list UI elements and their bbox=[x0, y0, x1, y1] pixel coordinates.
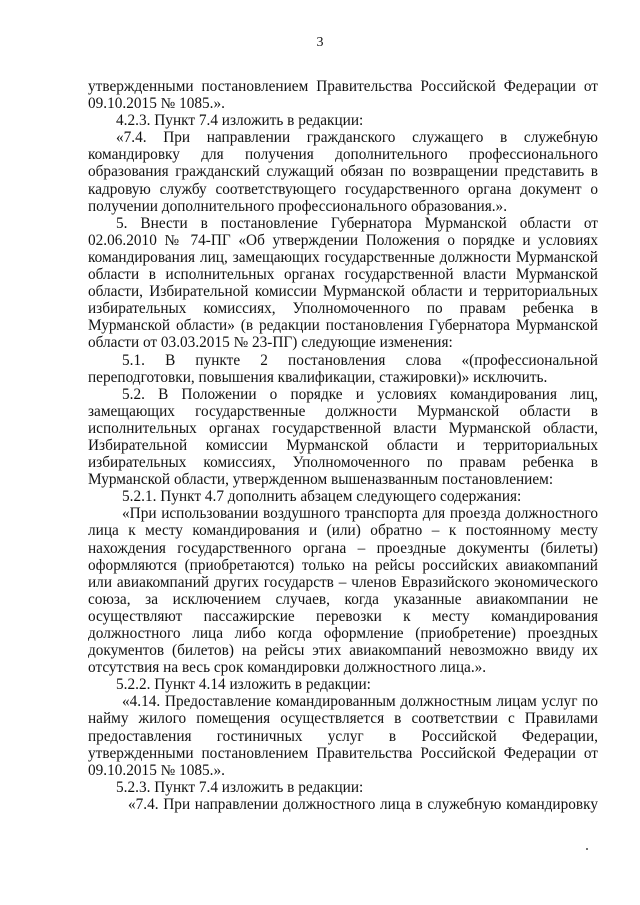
text-line: нахождения государственного органа – проездные документы (билеты) bbox=[88, 539, 598, 557]
text-line: 5.2.2. Пункт 4.14 изложить в редакции: bbox=[116, 676, 371, 694]
text-line: избирательных комиссиях, Уполномоченного по правам ребенка в bbox=[88, 454, 598, 472]
text-line: 09.10.2015 № 1085.». bbox=[88, 95, 225, 113]
text-line: утвержденными постановлением Правительства Российской Федерации от bbox=[88, 744, 598, 762]
text-line: осуществляют пассажирские перевозки к месту командирования bbox=[88, 607, 598, 625]
text-line: предоставления гостиничных услуг в Российской Федерации, bbox=[88, 727, 598, 745]
text-line: «7.4. При направлении гражданского служащего в служебную bbox=[116, 129, 598, 147]
text-line: избирательных комиссиях, Уполномоченного по правам ребенка в bbox=[88, 300, 598, 318]
scan-speck bbox=[586, 848, 588, 850]
text-line: области в исполнительных органах государственной власти Мурманской bbox=[88, 266, 598, 284]
text-line: лица к месту командирования и (или) обратно – к постоянному месту bbox=[88, 522, 598, 540]
text-line: найму жилого помещения осуществляется в соответствии с Правилами bbox=[88, 710, 598, 728]
text-line: «4.14. Предоставление командированным должностным лицам услуг по bbox=[122, 693, 598, 711]
text-line: 5.2.1. Пункт 4.7 дополнить абзацем следующего содержания: bbox=[122, 488, 522, 506]
text-line: 02.06.2010 № 74-ПГ «Об утверждении Положения о порядке и условиях bbox=[88, 231, 598, 249]
text-line: должностного лица либо когда оформление (приобретение) проездных bbox=[88, 625, 598, 642]
text-line: Мурманской области, утвержденном вышеназванным постановлением: bbox=[88, 471, 554, 489]
text-line: «При использовании воздушного транспорта для проезда должностного bbox=[122, 505, 598, 523]
page-number: 3 bbox=[316, 35, 324, 50]
text-line: утвержденными постановлением Правительства Российской Федерации от bbox=[88, 78, 598, 95]
text-line: оформляются (приобретаются) только на рейсы российских авиакомпаний bbox=[88, 556, 598, 574]
text-line: «7.4. При направлении должностного лица в служебную командировку bbox=[128, 795, 598, 813]
text-line: области от 03.03.2015 № 23-ПГ) следующие изменения: bbox=[88, 334, 453, 352]
text-line: исполнительных органах государственной власти Мурманской области, bbox=[88, 419, 598, 437]
text-line: 4.2.3. Пункт 7.4 изложить в редакции: bbox=[116, 112, 364, 130]
text-line: Мурманской области» (в редакции постановления Губернатора Мурманской bbox=[88, 317, 598, 335]
text-line: союза, за исключением случаев, когда указанные авиакомпании не bbox=[88, 590, 598, 608]
text-line: командировку для получения дополнительного профессионального bbox=[88, 146, 598, 164]
text-line: 5. Внести в постановление Губернатора Мурманской области от bbox=[116, 214, 598, 232]
text-line: документов (билетов) на рейсы этих авиакомпаний невозможно ввиду их bbox=[88, 642, 598, 660]
text-line: области, Избирательной комиссии Мурманской области и территориальных bbox=[88, 283, 598, 301]
text-line: Избирательной комиссии Мурманской области и территориальных bbox=[88, 436, 598, 454]
text-line: 09.10.2015 № 1085.». bbox=[88, 761, 225, 779]
text-line: замещающих государственные должности Мурманской области в bbox=[88, 402, 598, 420]
text-line: образования гражданский служащий обязан по возвращении представить в bbox=[88, 163, 598, 181]
document-body bbox=[88, 78, 598, 813]
text-line: переподготовки, повышения квалификации, стажировки)» исключить. bbox=[88, 368, 548, 386]
text-line: получении дополнительного профессионального образования.». bbox=[88, 197, 508, 215]
text-line: 5.1. В пункте 2 постановления слова «(профессиональной bbox=[122, 351, 598, 369]
text-line: кадровую службу соответствующего государственного органа документ о bbox=[88, 180, 598, 198]
text-line: командирования лиц, замещающих государственные должности Мурманской bbox=[88, 248, 598, 266]
text-line: отсутствия на весь срок командировки должностного лица.». bbox=[88, 659, 487, 677]
text-line: 5.2. В Положении о порядке и условиях командирования лиц, bbox=[122, 385, 598, 403]
text-line: или авиакомпаний других государств – членов Евразийского экономического bbox=[88, 573, 598, 591]
text-line: 5.2.3. Пункт 7.4 изложить в редакции: bbox=[116, 778, 364, 796]
